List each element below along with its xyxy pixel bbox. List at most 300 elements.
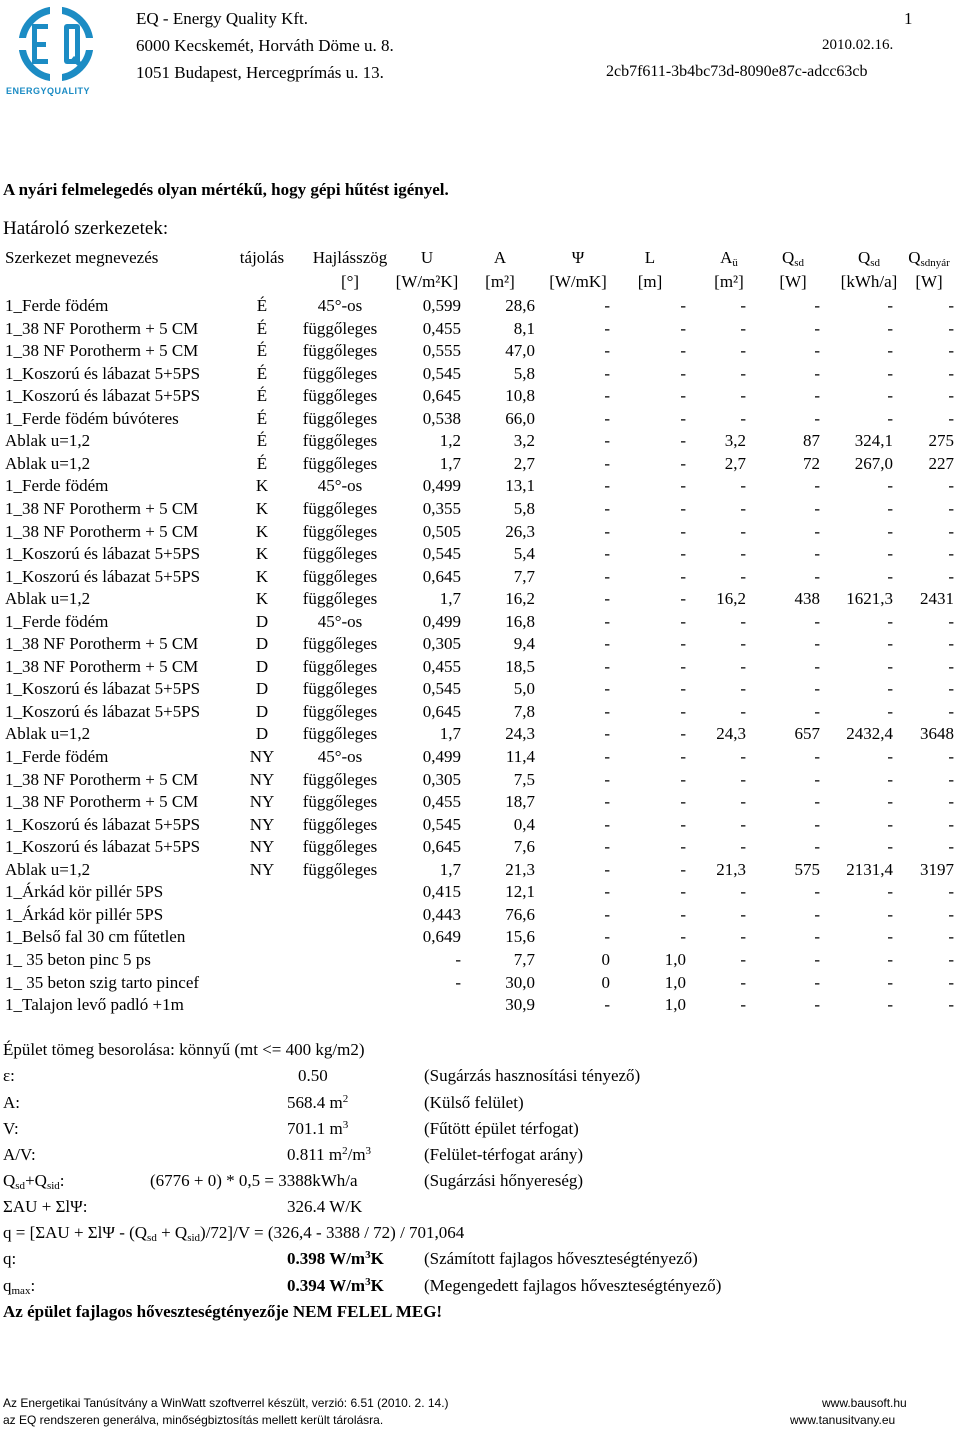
table-cell: É bbox=[256, 341, 268, 360]
eps-value: 0.50 bbox=[298, 1066, 328, 1085]
column-header-label: U bbox=[420, 248, 434, 267]
table-cell: 1_Ferde födém bbox=[5, 476, 109, 495]
table-cell: 575 bbox=[794, 860, 820, 879]
table-cell: 3648 bbox=[920, 724, 954, 743]
table-cell: D bbox=[255, 634, 269, 653]
table-cell: - bbox=[887, 567, 893, 586]
table-cell: - bbox=[814, 747, 820, 766]
table-cell: - bbox=[887, 837, 893, 856]
qsd-label: $Q_{sd}+Q_{sid}$: bbox=[3, 1171, 65, 1192]
table-cell: függőleges bbox=[302, 702, 378, 721]
table-cell: - bbox=[604, 612, 610, 631]
table-cell: 3,2 bbox=[724, 431, 746, 450]
table-cell: - bbox=[814, 319, 820, 338]
table-cell: függőleges bbox=[302, 522, 378, 541]
table-cell: 24,3 bbox=[505, 724, 535, 743]
table-cell: - bbox=[680, 837, 686, 856]
table-cell: - bbox=[887, 612, 893, 631]
table-cell: 0,455 bbox=[422, 657, 461, 676]
table-cell: - bbox=[814, 544, 820, 563]
table-cell: 1_38 NF Porotherm + 5 CM bbox=[5, 770, 199, 789]
footer-link-bausoft[interactable]: www.bausoft.hu bbox=[822, 1396, 907, 1410]
table-cell: - bbox=[887, 341, 893, 360]
column-unit: [m²] bbox=[714, 272, 744, 291]
table-cell: 2431 bbox=[920, 589, 954, 608]
table-cell: - bbox=[455, 973, 461, 992]
table-cell: - bbox=[814, 612, 820, 631]
cooling-warning: A nyári felmelegedés olyan mértékű, hogy gépi hűtést igényel. bbox=[3, 180, 449, 199]
table-cell: NY bbox=[249, 837, 275, 856]
table-cell: - bbox=[604, 837, 610, 856]
table-cell: 72 bbox=[803, 454, 820, 473]
table-cell: - bbox=[887, 679, 893, 698]
table-cell: függőleges bbox=[302, 634, 378, 653]
document-id: 2cb7f611-3b4bc73d-8090e87c-adcc63cb bbox=[606, 63, 868, 80]
table-cell: 0,443 bbox=[422, 905, 461, 924]
table-cell: - bbox=[740, 770, 746, 789]
table-cell: - bbox=[814, 815, 820, 834]
table-cell: 1_38 NF Porotherm + 5 CM bbox=[5, 341, 199, 360]
table-cell: 0,645 bbox=[422, 567, 461, 586]
table-cell: - bbox=[680, 860, 686, 879]
table-cell: - bbox=[680, 386, 686, 405]
table-cell: 0,505 bbox=[422, 522, 461, 541]
table-cell: - bbox=[887, 319, 893, 338]
table-cell: - bbox=[680, 544, 686, 563]
table-cell: 267,0 bbox=[854, 454, 893, 473]
table-cell: - bbox=[604, 567, 610, 586]
table-cell: 0,545 bbox=[422, 679, 461, 698]
table-cell: 1,7 bbox=[439, 589, 461, 608]
table-cell: K bbox=[255, 522, 269, 541]
table-cell: - bbox=[887, 747, 893, 766]
table-cell: 0,305 bbox=[422, 634, 461, 653]
table-cell: - bbox=[740, 499, 746, 518]
table-cell: 1,2 bbox=[439, 431, 461, 450]
table-cell: - bbox=[604, 499, 610, 518]
column-unit: [W] bbox=[779, 272, 807, 291]
table-cell: 0,545 bbox=[422, 544, 461, 563]
table-cell: - bbox=[948, 770, 954, 789]
table-cell: - bbox=[604, 319, 610, 338]
table-cell: - bbox=[740, 612, 746, 631]
table-cell: 0,649 bbox=[422, 927, 461, 946]
table-cell: - bbox=[604, 522, 610, 541]
table-cell: - bbox=[814, 567, 820, 586]
table-cell: függőleges bbox=[302, 409, 378, 428]
table-cell: - bbox=[740, 386, 746, 405]
table-cell: - bbox=[740, 973, 746, 992]
table-cell: 438 bbox=[794, 589, 820, 608]
table-cell: - bbox=[948, 747, 954, 766]
qsd-value: (6776 + 0) * 0,5 = 3388kWh/a bbox=[150, 1171, 358, 1190]
table-cell: 45°-os bbox=[317, 747, 363, 766]
table-cell: 0,645 bbox=[422, 837, 461, 856]
column-header bbox=[5, 248, 158, 268]
mass-class: Épület tömeg besorolása: könnyű (mt <= 400 kg/m2) bbox=[3, 1040, 365, 1059]
table-cell: függőleges bbox=[302, 792, 378, 811]
column-header-subscript: sdnyár bbox=[920, 257, 950, 269]
column-header-label: tájolás bbox=[239, 248, 285, 267]
table-cell: NY bbox=[249, 747, 275, 766]
table-cell: - bbox=[604, 905, 610, 924]
table-cell: függőleges bbox=[302, 567, 378, 586]
table-cell: - bbox=[948, 815, 954, 834]
table-cell: - bbox=[604, 860, 610, 879]
table-cell: 1_Árkád kör pillér 5PS bbox=[5, 905, 164, 924]
table-cell: függőleges bbox=[302, 341, 378, 360]
table-cell: - bbox=[680, 476, 686, 495]
table-cell: - bbox=[887, 544, 893, 563]
table-cell: - bbox=[604, 341, 610, 360]
table-cell: - bbox=[680, 927, 686, 946]
table-cell: függőleges bbox=[302, 770, 378, 789]
table-cell: 10,8 bbox=[505, 386, 535, 405]
table-cell: É bbox=[256, 386, 268, 405]
table-cell: - bbox=[680, 634, 686, 653]
table-cell: - bbox=[887, 973, 893, 992]
table-cell: 1_Koszorú és lábazat 5+5PS bbox=[5, 815, 201, 834]
table-cell: - bbox=[740, 792, 746, 811]
column-header-label: Q bbox=[857, 248, 871, 267]
table-cell: - bbox=[604, 679, 610, 698]
table-cell: Ablak u=1,2 bbox=[5, 860, 91, 879]
table-cell: 0,499 bbox=[422, 476, 461, 495]
table-cell: D bbox=[255, 702, 269, 721]
table-cell: 324,1 bbox=[854, 431, 893, 450]
table-cell: K bbox=[255, 499, 269, 518]
table-cell: - bbox=[948, 364, 954, 383]
v-desc: (Fűtött épület térfogat) bbox=[424, 1119, 579, 1138]
table-cell: 0,599 bbox=[422, 296, 461, 315]
table-cell: 7,7 bbox=[513, 567, 535, 586]
table-cell: 1_ 35 beton pinc 5 ps bbox=[5, 950, 151, 969]
table-cell: - bbox=[680, 522, 686, 541]
table-cell: - bbox=[948, 973, 954, 992]
table-cell: 15,6 bbox=[505, 927, 535, 946]
table-cell: - bbox=[814, 905, 820, 924]
table-cell: - bbox=[948, 950, 954, 969]
table-cell: - bbox=[680, 431, 686, 450]
table-cell: - bbox=[948, 995, 954, 1014]
table-cell: - bbox=[814, 634, 820, 653]
table-cell: - bbox=[948, 296, 954, 315]
table-cell: - bbox=[887, 657, 893, 676]
table-cell: - bbox=[680, 702, 686, 721]
table-cell: 18,5 bbox=[505, 657, 535, 676]
table-cell: függőleges bbox=[302, 860, 378, 879]
column-unit: [W/m²K] bbox=[395, 272, 459, 291]
table-cell: - bbox=[887, 634, 893, 653]
table-cell: - bbox=[887, 995, 893, 1014]
table-cell: - bbox=[887, 950, 893, 969]
table-cell: 5,8 bbox=[513, 499, 535, 518]
table-cell: 1,0 bbox=[664, 973, 686, 992]
table-cell: 45°-os bbox=[317, 612, 363, 631]
table-cell: D bbox=[255, 657, 269, 676]
table-cell: - bbox=[887, 364, 893, 383]
table-cell: - bbox=[604, 882, 610, 901]
table-cell: 1_Koszorú és lábazat 5+5PS bbox=[5, 544, 201, 563]
table-cell: 7,7 bbox=[513, 950, 535, 969]
table-cell: - bbox=[948, 522, 954, 541]
column-header-subscript: sd bbox=[870, 257, 881, 269]
table-cell: - bbox=[740, 995, 746, 1014]
column-unit: [m²] bbox=[485, 272, 515, 291]
table-cell: - bbox=[740, 544, 746, 563]
table-cell: 1,7 bbox=[439, 860, 461, 879]
table-cell: É bbox=[256, 409, 268, 428]
table-cell: - bbox=[604, 815, 610, 834]
table-cell: K bbox=[255, 544, 269, 563]
table-cell: 21,3 bbox=[716, 860, 746, 879]
footer-link-tanusitvany[interactable]: www.tanusitvany.eu bbox=[790, 1413, 896, 1427]
column-unit: [W] bbox=[915, 272, 943, 291]
av-value: 0.811 $m^2/m^3$ bbox=[287, 1145, 372, 1164]
a-value: 568.4 $m^2$ bbox=[287, 1093, 349, 1112]
table-cell: 18,7 bbox=[505, 792, 535, 811]
table-cell: - bbox=[814, 837, 820, 856]
table-cell: - bbox=[740, 837, 746, 856]
table-cell: - bbox=[740, 657, 746, 676]
table-cell: - bbox=[680, 905, 686, 924]
table-cell: - bbox=[740, 905, 746, 924]
table-cell: - bbox=[604, 589, 610, 608]
table-cell: - bbox=[740, 702, 746, 721]
table-cell: 7,5 bbox=[513, 770, 535, 789]
qmax-desc: (Megengedett fajlagos hőveszteségtényező) bbox=[424, 1276, 722, 1295]
table-cell: NY bbox=[249, 860, 275, 879]
table-cell: 0,555 bbox=[422, 341, 461, 360]
table-cell: - bbox=[948, 837, 954, 856]
table-cell: - bbox=[948, 612, 954, 631]
table-cell: - bbox=[740, 364, 746, 383]
column-header-label: Hajlásszög bbox=[312, 248, 388, 267]
table-cell: 1_Talajon levő padló +1m bbox=[5, 995, 184, 1014]
table-cell: 1,7 bbox=[439, 724, 461, 743]
table-cell: - bbox=[740, 950, 746, 969]
table-cell: 1_38 NF Porotherm + 5 CM bbox=[5, 499, 199, 518]
table-cell: - bbox=[604, 454, 610, 473]
table-cell: 657 bbox=[794, 724, 820, 743]
table-cell: - bbox=[740, 522, 746, 541]
table-cell: 45°-os bbox=[317, 476, 363, 495]
table-cell: - bbox=[887, 927, 893, 946]
table-cell: NY bbox=[249, 770, 275, 789]
table-cell: 0 bbox=[601, 973, 610, 992]
table-cell: - bbox=[604, 927, 610, 946]
q-formula: $q = [\Sigma AU + \Sigma l\Psi - (Q_{sd} + Q_{sid})/72]/V = (326,4 - 3388 / 72) / 701,064$ bbox=[3, 1223, 465, 1244]
table-cell: - bbox=[814, 476, 820, 495]
table-cell: - bbox=[814, 341, 820, 360]
table-cell: 16,2 bbox=[716, 589, 746, 608]
table-cell: - bbox=[455, 950, 461, 969]
table-cell: 1_Ferde födém bbox=[5, 747, 109, 766]
footer-software: Az Energetikai Tanúsítvány a WinWatt szoftverrel készült, verzió: 6.51 (2010. 2. 14.) bbox=[3, 1396, 449, 1410]
table-cell: 0,538 bbox=[422, 409, 461, 428]
table-cell: 1_38 NF Porotherm + 5 CM bbox=[5, 522, 199, 541]
table-cell: K bbox=[255, 567, 269, 586]
table-cell: - bbox=[814, 499, 820, 518]
section-title: Határoló szerkezetek: bbox=[3, 218, 169, 239]
table-cell: függőleges bbox=[302, 544, 378, 563]
table-cell: 2131,4 bbox=[846, 860, 893, 879]
table-cell: - bbox=[680, 454, 686, 473]
table-cell: 1_Ferde födém bbox=[5, 296, 109, 315]
table-cell: - bbox=[887, 499, 893, 518]
table-cell: 30,0 bbox=[505, 973, 535, 992]
table-cell: 1_Koszorú és lábazat 5+5PS bbox=[5, 567, 201, 586]
column-header-label: A bbox=[493, 248, 507, 267]
table-cell: - bbox=[740, 319, 746, 338]
table-cell: - bbox=[680, 747, 686, 766]
column-header-label: Q bbox=[908, 248, 921, 267]
page-number: 1 bbox=[904, 9, 913, 28]
table-cell: 47,0 bbox=[505, 341, 535, 360]
table-cell: - bbox=[604, 747, 610, 766]
table-cell: - bbox=[948, 476, 954, 495]
table-cell: 0,455 bbox=[422, 792, 461, 811]
table-cell: - bbox=[887, 522, 893, 541]
table-cell: 0,499 bbox=[422, 747, 461, 766]
column-header-label: Ψ bbox=[571, 248, 585, 267]
table-cell: 0,305 bbox=[422, 770, 461, 789]
table-cell: - bbox=[740, 679, 746, 698]
a-label: A: bbox=[3, 1093, 20, 1112]
table-cell: - bbox=[604, 364, 610, 383]
table-cell: - bbox=[680, 679, 686, 698]
table-cell: - bbox=[814, 679, 820, 698]
column-header-subscript: sd bbox=[794, 257, 805, 269]
table-cell: - bbox=[948, 567, 954, 586]
table-cell: - bbox=[604, 702, 610, 721]
table-cell: 1_Koszorú és lábazat 5+5PS bbox=[5, 837, 201, 856]
table-cell: 45°-os bbox=[317, 296, 363, 315]
column-unit: [kWh/a] bbox=[840, 272, 898, 291]
table-cell: - bbox=[948, 499, 954, 518]
table-cell: - bbox=[887, 770, 893, 789]
table-cell: - bbox=[814, 702, 820, 721]
table-cell: - bbox=[604, 634, 610, 653]
table-cell: - bbox=[740, 296, 746, 315]
table-cell: - bbox=[887, 476, 893, 495]
table-cell: 16,8 bbox=[505, 612, 535, 631]
table-cell: - bbox=[604, 657, 610, 676]
qmax-value: 0.394 $W/m^3K$ bbox=[287, 1276, 384, 1295]
table-cell: D bbox=[255, 679, 269, 698]
table-cell: É bbox=[256, 364, 268, 383]
table-cell: 1_38 NF Porotherm + 5 CM bbox=[5, 634, 199, 653]
table-cell: - bbox=[814, 770, 820, 789]
footer-storage: az EQ rendszeren generálva, minőségbiztosítás mellett került tárolásra. bbox=[3, 1413, 384, 1427]
table-cell: - bbox=[814, 792, 820, 811]
table-cell: 1_Ferde födém bbox=[5, 612, 109, 631]
column-header bbox=[869, 248, 960, 269]
table-cell: K bbox=[255, 589, 269, 608]
table-cell: - bbox=[680, 296, 686, 315]
table-cell: 26,3 bbox=[505, 522, 535, 541]
table-cell: 21,3 bbox=[505, 860, 535, 879]
table-cell: Ablak u=1,2 bbox=[5, 431, 91, 450]
table-cell: - bbox=[680, 341, 686, 360]
table-cell: 11,4 bbox=[505, 747, 535, 766]
table-cell: 2,7 bbox=[724, 454, 746, 473]
table-cell: - bbox=[680, 364, 686, 383]
table-cell: 2432,4 bbox=[846, 724, 893, 743]
column-header-label: L bbox=[644, 248, 656, 267]
column-header-label: A bbox=[720, 248, 733, 267]
table-cell: - bbox=[814, 882, 820, 901]
table-cell: 12,1 bbox=[505, 882, 535, 901]
table-cell: 13,1 bbox=[505, 476, 535, 495]
table-cell: 0,4 bbox=[513, 815, 535, 834]
table-cell: - bbox=[948, 544, 954, 563]
table-cell: 5,4 bbox=[513, 544, 535, 563]
table-cell: 9,4 bbox=[513, 634, 535, 653]
table-cell: - bbox=[740, 567, 746, 586]
table-cell: - bbox=[740, 634, 746, 653]
logo-wordmark: ENERGYQUALITY bbox=[6, 86, 91, 96]
a-desc: (Külső felület) bbox=[424, 1093, 524, 1112]
table-cell: 1_Koszorú és lábazat 5+5PS bbox=[5, 702, 201, 721]
table-cell: - bbox=[680, 724, 686, 743]
table-cell: - bbox=[680, 409, 686, 428]
table-cell: 5,0 bbox=[513, 679, 535, 698]
table-cell: 24,3 bbox=[716, 724, 746, 743]
table-cell: függőleges bbox=[302, 454, 378, 473]
table-cell: 66,0 bbox=[505, 409, 535, 428]
table-cell: 2,7 bbox=[513, 454, 535, 473]
table-cell: Ablak u=1,2 bbox=[5, 589, 91, 608]
eps-label: ε: bbox=[3, 1066, 15, 1085]
table-cell: függőleges bbox=[302, 431, 378, 450]
table-cell: 76,6 bbox=[505, 905, 535, 924]
table-cell: 1_38 NF Porotherm + 5 CM bbox=[5, 792, 199, 811]
table-cell: - bbox=[680, 657, 686, 676]
table-cell: 1_Koszorú és lábazat 5+5PS bbox=[5, 679, 201, 698]
table-cell: 30,9 bbox=[505, 995, 535, 1014]
table-cell: 0 bbox=[601, 950, 610, 969]
table-cell: 16,2 bbox=[505, 589, 535, 608]
table-cell: - bbox=[604, 792, 610, 811]
table-cell: 0,545 bbox=[422, 815, 461, 834]
table-cell: - bbox=[680, 499, 686, 518]
table-cell: - bbox=[887, 386, 893, 405]
table-cell: - bbox=[814, 409, 820, 428]
column-unit: [m] bbox=[637, 272, 663, 291]
table-cell: - bbox=[604, 724, 610, 743]
table-cell: 0,645 bbox=[422, 386, 461, 405]
table-cell: - bbox=[680, 815, 686, 834]
table-cell: függőleges bbox=[302, 837, 378, 856]
table-cell: - bbox=[948, 341, 954, 360]
table-cell: - bbox=[814, 973, 820, 992]
table-cell: 1,0 bbox=[664, 950, 686, 969]
table-cell: - bbox=[948, 634, 954, 653]
table-cell: függőleges bbox=[302, 386, 378, 405]
table-cell: 8,1 bbox=[513, 319, 535, 338]
table-cell: 1_Koszorú és lábazat 5+5PS bbox=[5, 386, 201, 405]
table-cell: 0,415 bbox=[422, 882, 461, 901]
table-cell: - bbox=[604, 296, 610, 315]
table-cell: 1_Belső fal 30 cm fűtetlen bbox=[5, 927, 186, 946]
table-cell: 275 bbox=[928, 431, 954, 450]
table-cell: 87 bbox=[803, 431, 820, 450]
table-cell: 1_38 NF Porotherm + 5 CM bbox=[5, 319, 199, 338]
table-cell: 0,645 bbox=[422, 702, 461, 721]
table-cell: - bbox=[814, 522, 820, 541]
table-cell: függőleges bbox=[302, 815, 378, 834]
